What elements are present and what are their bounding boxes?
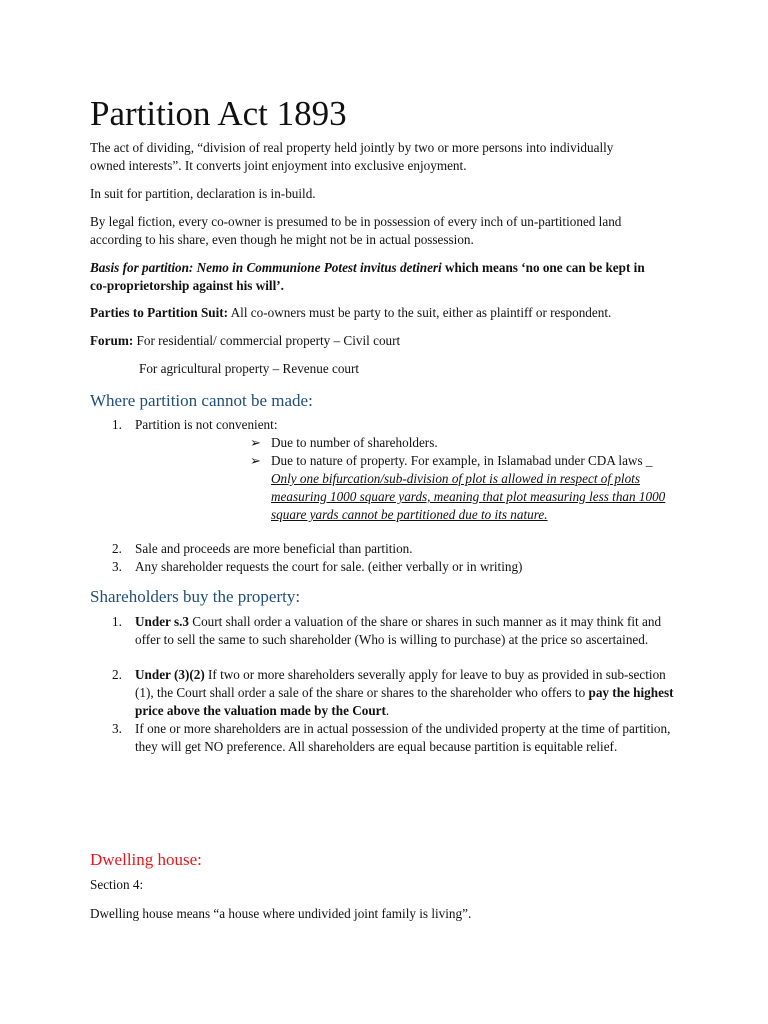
- section-heading-dwelling-house: Dwelling house:: [90, 850, 202, 869]
- forum-label: Forum:: [90, 333, 134, 348]
- bullet-shareholders: Due to number of shareholders.: [271, 435, 438, 450]
- list-number: 3.: [112, 559, 122, 574]
- basis-latin-maxim: Basis for partition: Nemo in Communione Potest invitus detineri: [90, 260, 442, 275]
- list-number: 2.: [112, 667, 122, 682]
- basis-meaning: which means ‘no one can be kept in co-proprietorship against his will’.: [90, 260, 645, 293]
- arrow-bullet-icon: ➢: [250, 435, 262, 450]
- bullet-cda-rule: Only one bifurcation/sub-division of plot is allowed in respect of plots measuring 1000 square yards, meaning that plot measuring less than 1000 square yards cannot be partitioned due to its nature.: [271, 471, 666, 522]
- list-number: 1.: [112, 614, 122, 629]
- intro-paragraph: The act of dividing, “division of real property held jointly by two or more persons into individually owned interests”. It converts joint enjoyment into exclusive enjoyment.: [90, 140, 614, 173]
- section-heading-no-partition: Where partition cannot be made:: [90, 391, 313, 410]
- arrow-bullet-icon: ➢: [250, 453, 262, 468]
- s3-2-text: If two or more shareholders severally apply for leave to buy as provided in sub-section (1), the Court shall order a sale of the share or shares to the shareholder who offers to: [135, 667, 666, 700]
- forum-line-1: [90, 332, 400, 350]
- parties-paragraph: [90, 304, 611, 322]
- forum-line-2: For agricultural property – Revenue court: [139, 361, 360, 376]
- section-heading-shareholders-buy: Shareholders buy the property:: [90, 587, 301, 606]
- list-item-s3-2: [135, 666, 675, 720]
- list-item-no-preference: If one or more shareholders are in actual possession of the undivided property at the time of partition, they will get NO preference. All shareholders are equal because partition is equitable relief.: [135, 721, 671, 754]
- list-item-shareholder-request: Any shareholder requests the court for sale. (either verbally or in writing): [135, 559, 523, 574]
- list-number: 1.: [112, 417, 122, 432]
- list-number: 3.: [112, 721, 122, 736]
- declaration-paragraph: In suit for partition, declaration is in-build.: [90, 186, 316, 201]
- s3-2-label: Under (3)(2): [135, 667, 205, 682]
- page-title: Partition Act 1893: [90, 94, 347, 133]
- s3-label: Under s.3: [135, 614, 189, 629]
- parties-label: Parties to Partition Suit:: [90, 305, 229, 320]
- s3-2-end: .: [385, 703, 390, 718]
- list-number: 2.: [112, 541, 122, 556]
- dwelling-house-definition: Dwelling house means “a house where undivided joint family is living”.: [90, 906, 472, 921]
- parties-text: All co-owners must be party to the suit, either as plaintiff or respondent.: [228, 305, 612, 320]
- s3-2-highlight: pay the highest price above the valuation made by the Court: [135, 685, 674, 718]
- bullet-nature-of-property: Due to nature of property. For example, in Islamabad under CDA laws _: [271, 453, 653, 468]
- s3-text: Court shall order a valuation of the share or shares in such manner as it may think fit and offer to sell the same to such shareholder (Who is willing to purchase) at the price so ascertained.: [135, 614, 662, 647]
- list-item-s3: [135, 613, 675, 649]
- section-4-label: Section 4:: [90, 877, 144, 892]
- list-item-sale-beneficial: Sale and proceeds are more beneficial than partition.: [135, 541, 413, 556]
- basis-paragraph: [90, 259, 660, 295]
- legal-fiction-paragraph: By legal fiction, every co-owner is presumed to be in possession of every inch of un-partitioned land according to his share, even though he might not be in actual possession.: [90, 214, 622, 247]
- list-item-not-convenient: Partition is not convenient:: [135, 417, 278, 432]
- forum-civil: For residential/ commercial property – Civil court: [133, 333, 401, 348]
